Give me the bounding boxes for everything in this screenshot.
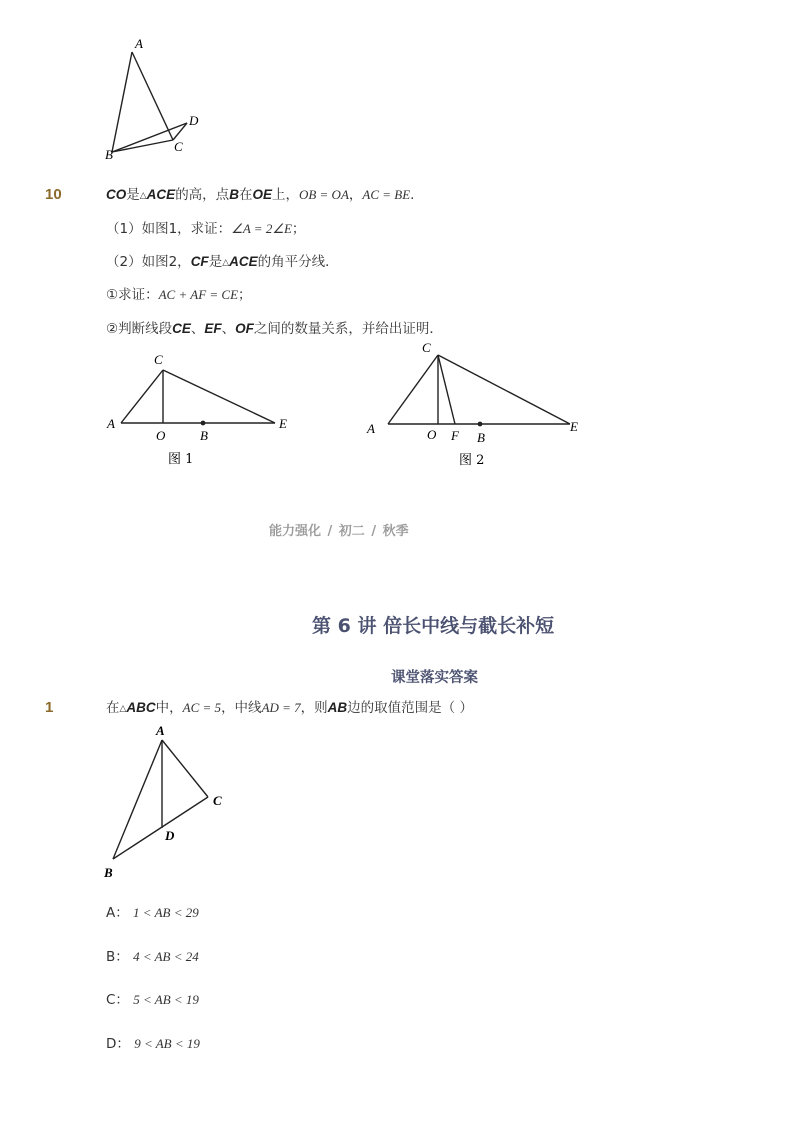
- segment-ab: [113, 740, 162, 859]
- page-footer: 能力强化 / 初二 / 秋季: [269, 524, 409, 539]
- option-label: A：: [106, 905, 129, 921]
- equation-ad: AD = 7: [261, 700, 301, 715]
- option-b[interactable]: [106, 948, 199, 966]
- segment-ac: [162, 740, 208, 797]
- figure-top-triangle: [95, 30, 215, 165]
- text: ，中线: [221, 700, 262, 716]
- triangle-symbol: △: [222, 258, 230, 268]
- segment-ef: EF: [204, 321, 222, 336]
- text: ；: [291, 221, 306, 237]
- label-a: A: [156, 723, 165, 738]
- label-o: O: [156, 428, 166, 443]
- text: .: [410, 187, 415, 203]
- segment-ce: [438, 355, 570, 424]
- equation-angle: ∠A = 2∠E: [231, 221, 292, 236]
- segment-ce: CE: [172, 321, 191, 336]
- segment-ac: [388, 355, 438, 424]
- label-a: A: [135, 36, 143, 51]
- text: （2）如图2，: [106, 254, 191, 270]
- option-label: C：: [106, 992, 129, 1008]
- text: 是: [208, 254, 223, 270]
- segment-cf: CF: [190, 254, 209, 269]
- triangle-symbol: △: [119, 704, 127, 714]
- question-number-10: 10: [45, 186, 62, 203]
- label-f: F: [451, 428, 459, 443]
- equation-ac: AC = 5: [182, 700, 222, 715]
- option-value: 4 < AB < 24: [133, 949, 199, 964]
- segment-ce: [163, 370, 275, 423]
- label-o: O: [427, 427, 437, 442]
- point-b-dot: [201, 421, 206, 426]
- label-c: C: [174, 139, 183, 154]
- figure-2: [360, 338, 590, 473]
- point-b-dot: [478, 422, 483, 427]
- option-label: D：: [106, 1036, 130, 1052]
- text: ①求证：: [106, 287, 159, 303]
- lesson-title: 第 6 讲 倍长中线与截长补短: [312, 615, 555, 637]
- option-c[interactable]: [106, 991, 199, 1009]
- option-label: B：: [106, 949, 129, 965]
- label-c: C: [422, 340, 431, 355]
- option-value: 5 < AB < 19: [133, 992, 199, 1007]
- text: 在: [106, 700, 120, 716]
- triangle-abc: ABC: [126, 700, 156, 715]
- label-e: E: [570, 419, 578, 434]
- segment-oe: OE: [252, 187, 272, 202]
- point-b: B: [229, 187, 239, 202]
- equation-sum: AC + AF = CE: [158, 287, 239, 302]
- q1-stem: [106, 699, 473, 718]
- figure-q1-triangle: [95, 718, 245, 883]
- label-a: A: [107, 416, 115, 431]
- figure-1: [100, 345, 300, 475]
- label-b: B: [104, 865, 113, 880]
- text: ；: [238, 287, 252, 303]
- label-d: D: [165, 828, 175, 843]
- label-b: B: [105, 147, 113, 162]
- segment-ab: AB: [327, 700, 348, 715]
- label-c: C: [154, 352, 163, 367]
- option-a[interactable]: [106, 904, 199, 922]
- label-c: C: [213, 793, 222, 808]
- segment-cf: [438, 355, 455, 424]
- option-value: 9 < AB < 19: [134, 1036, 200, 1051]
- q10-sub2: [106, 320, 443, 338]
- text: 中，: [155, 700, 183, 716]
- label-d: D: [189, 113, 199, 128]
- text: 是: [126, 187, 140, 203]
- text: 的角平分线．: [257, 254, 339, 270]
- segment-ac: [132, 52, 173, 140]
- text: 边的取值范围是（ ）: [347, 700, 473, 716]
- label-b: B: [200, 428, 208, 443]
- triangle-ace: ACE: [229, 254, 258, 269]
- text: 之间的数量关系，并给出证明．: [253, 321, 443, 337]
- section-subtitle: 课堂落实答案: [391, 670, 478, 686]
- triangle-ace: ACE: [146, 187, 176, 202]
- option-value: 1 < AB < 29: [133, 905, 199, 920]
- text: ，则: [300, 700, 328, 716]
- segment-ab: [112, 52, 132, 152]
- question-number-1: 1: [45, 699, 54, 716]
- segment-bc: [113, 797, 208, 859]
- figure-1-caption: 图 1: [168, 452, 194, 467]
- text: 、: [221, 321, 236, 337]
- label-a: A: [367, 421, 375, 436]
- segment-bc: [112, 140, 173, 152]
- text: 在: [238, 187, 253, 203]
- figure-2-caption: 图 2: [459, 453, 485, 468]
- segment-co: CO: [106, 187, 127, 202]
- text: ，: [348, 187, 363, 203]
- q10-part1: [106, 220, 305, 238]
- text: 上，: [271, 187, 299, 203]
- equation-ac-be: AC = BE: [362, 187, 411, 202]
- label-e: E: [279, 416, 287, 431]
- text: ②判断线段: [106, 321, 173, 337]
- text: 、: [190, 321, 205, 337]
- segment-of: OF: [235, 321, 254, 336]
- segment-ac: [121, 370, 163, 423]
- q10-stem: [106, 186, 414, 205]
- text: （1）如图1，求证：: [106, 221, 232, 237]
- label-b: B: [477, 430, 485, 445]
- q10-sub1: [106, 286, 252, 304]
- triangle-symbol: △: [139, 191, 147, 201]
- option-d[interactable]: [106, 1035, 200, 1053]
- q10-part2: [106, 253, 339, 272]
- equation-ob-oa: OB = OA: [298, 187, 349, 202]
- text: 的高，点: [175, 187, 230, 203]
